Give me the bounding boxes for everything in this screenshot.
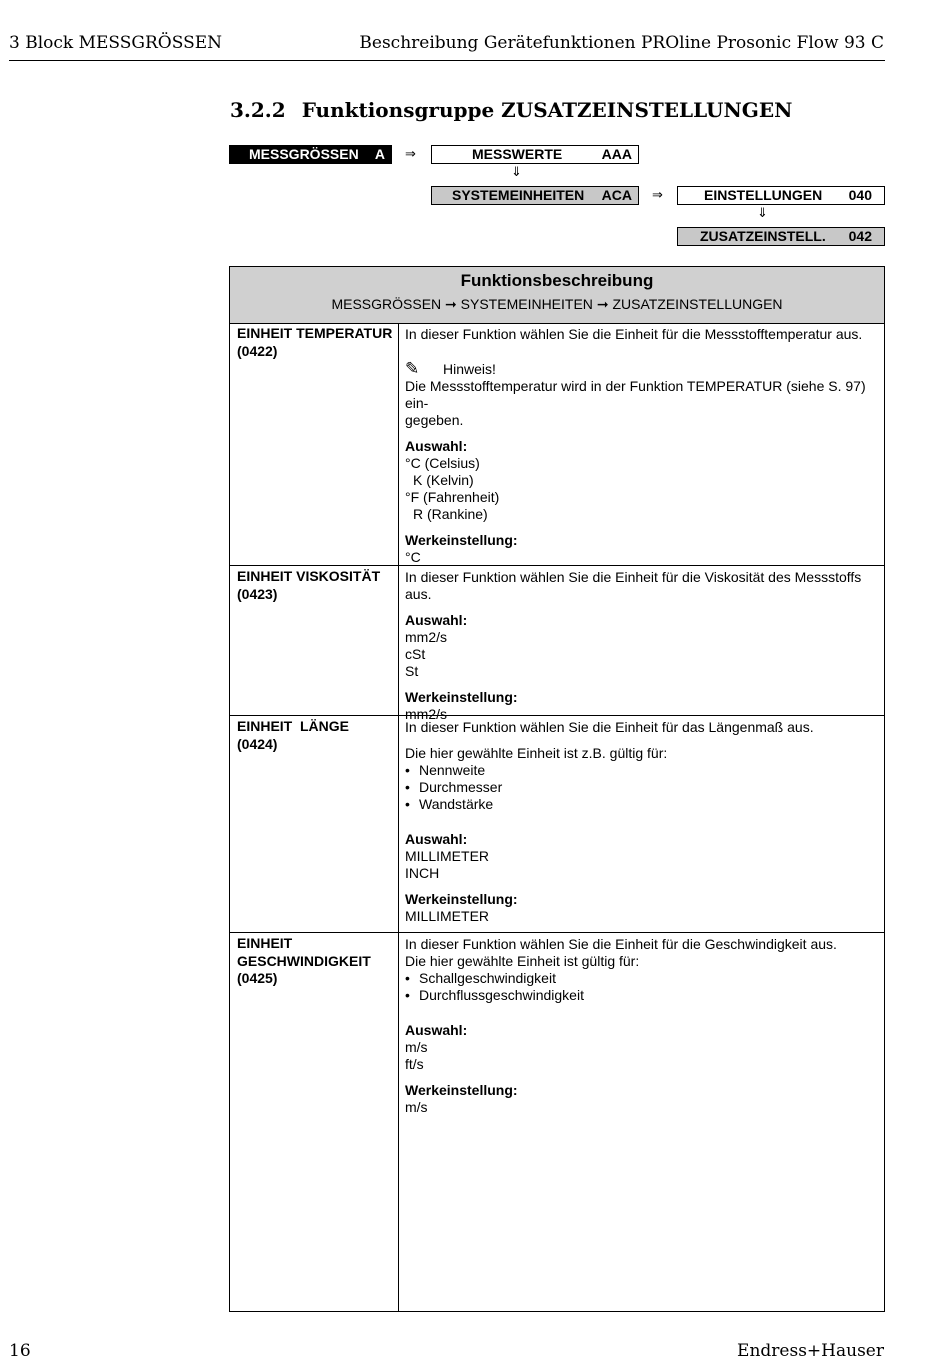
bullet-item: • Durchflussgeschwindigkeit xyxy=(405,987,880,1004)
option-item: °F (Fahrenheit) xyxy=(405,489,500,505)
nav-box-label: ZUSATZEINSTELL. xyxy=(700,228,826,244)
option-item: mm2/s xyxy=(405,629,447,645)
option-item: cSt xyxy=(405,646,426,662)
note-text: Die Messstofftemperatur wird in der Funktion TEMPERATUR (siehe S. 97) ein- xyxy=(405,378,866,411)
nav-box-label: EINSTELLUNGEN xyxy=(704,187,823,203)
nav-box-code: 040 xyxy=(848,187,872,203)
auswahl-label: Auswahl: xyxy=(405,612,468,628)
description-intro-2: Die hier gewählte Einheit ist gültig für: xyxy=(405,953,640,969)
note-line xyxy=(405,361,880,378)
table-header xyxy=(230,267,884,324)
description-intro: In dieser Funktion wählen Sie die Einheit für die Messstofftemperatur aus. xyxy=(405,326,863,342)
auswahl-label: Auswahl: xyxy=(405,438,468,454)
nav-box-messwerte xyxy=(431,145,639,164)
section-number: 3.2.2 xyxy=(230,98,286,122)
option-item: MILLIMETER xyxy=(405,848,490,864)
option-item: °C (Celsius) xyxy=(405,455,480,471)
werkeinstellung-value: °C xyxy=(405,549,421,565)
werkeinstellung-value: MILLIMETER xyxy=(405,908,490,924)
table-path xyxy=(230,296,884,313)
nav-box-label: SYSTEMEINHEITEN xyxy=(452,187,585,203)
path-arrow-icon: ➞ xyxy=(596,296,609,312)
path-item: SYSTEMEINHEITEN xyxy=(460,296,593,312)
nav-box-messgroessen xyxy=(229,145,392,164)
function-code: (0422) xyxy=(237,342,278,359)
werkeinstellung-label: Werkeinstellung: xyxy=(405,689,518,705)
bullet-item: • Durchmesser xyxy=(405,779,880,796)
description-intro-2: Die hier gewählte Einheit ist z.B. gültig für: xyxy=(405,745,668,761)
path-item: ZUSATZEINSTELLUNGEN xyxy=(612,296,783,312)
nav-box-einstellungen xyxy=(677,186,885,205)
werkeinstellung-value: mm2/s xyxy=(405,706,447,722)
running-header-left: 3 Block MESSGRÖSSEN xyxy=(9,33,223,53)
function-name: EINHEIT TEMPERATUR xyxy=(237,325,393,341)
path-item: MESSGRÖSSEN xyxy=(331,296,442,312)
function-name-cell xyxy=(237,568,395,603)
werkeinstellung-label: Werkeinstellung: xyxy=(405,1082,518,1098)
bullet-item: • Wandstärke xyxy=(405,796,880,813)
header-rule xyxy=(9,60,885,61)
function-description-cell xyxy=(405,569,880,723)
section-title xyxy=(230,98,792,122)
function-description-cell xyxy=(405,936,880,1116)
function-name: EINHEIT xyxy=(237,935,293,951)
function-code: (0424) xyxy=(237,735,278,752)
auswahl-label: Auswahl: xyxy=(405,831,468,847)
function-table xyxy=(229,266,885,1312)
arrow-down-icon: ⇓ xyxy=(511,165,522,180)
option-item: St xyxy=(405,663,419,679)
nav-box-label: MESSWERTE xyxy=(472,146,563,162)
function-name: EINHEIT VISKOSITÄT xyxy=(237,568,381,584)
function-name-cell xyxy=(237,325,395,360)
nav-box-code: 042 xyxy=(848,228,872,244)
werkeinstellung-label: Werkeinstellung: xyxy=(405,532,518,548)
option-item: K (Kelvin) xyxy=(413,472,474,488)
option-item: ft/s xyxy=(405,1056,424,1072)
function-name: EINHEIT LÄNGE xyxy=(237,718,350,734)
nav-box-code: A xyxy=(374,146,385,162)
brand-name: Endress+Hauser xyxy=(737,1341,884,1361)
function-code: (0425) xyxy=(237,970,278,986)
nav-box-zusatzeinstell xyxy=(677,227,885,246)
table-title: Funktionsbeschreibung xyxy=(460,271,654,290)
option-item: R (Rankine) xyxy=(413,506,488,522)
note-label: Hinweis! xyxy=(443,361,496,377)
auswahl-label: Auswahl: xyxy=(405,1022,468,1038)
running-header-right: Beschreibung Gerätefunktionen PROline Prosonic Flow 93 C xyxy=(359,33,884,53)
description-intro: In dieser Funktion wählen Sie die Einheit für die Viskosität des Messstoffs aus. xyxy=(405,569,862,602)
nav-box-systemeinheiten xyxy=(431,186,639,205)
function-description-cell xyxy=(405,326,880,566)
nav-box-code: ACA xyxy=(601,187,632,203)
description-intro: In dieser Funktion wählen Sie die Einheit für das Längenmaß aus. xyxy=(405,719,814,735)
bullet-item: • Nennweite xyxy=(405,762,880,779)
function-name-cell xyxy=(237,718,395,753)
arrow-right-icon: ⇒ xyxy=(652,188,663,203)
werkeinstellung-value: m/s xyxy=(405,1099,428,1115)
page-number: 16 xyxy=(9,1341,31,1361)
werkeinstellung-label: Werkeinstellung: xyxy=(405,891,518,907)
bullet-item: • Schallgeschwindigkeit xyxy=(405,970,880,987)
column-divider xyxy=(398,323,399,1311)
option-item: m/s xyxy=(405,1039,428,1055)
option-item: INCH xyxy=(405,865,440,881)
row-divider xyxy=(230,932,884,933)
function-name-cell xyxy=(237,935,395,988)
function-code: (0423) xyxy=(237,585,278,602)
description-intro: In dieser Funktion wählen Sie die Einheit für die Geschwindigkeit aus. xyxy=(405,936,837,952)
path-arrow-icon: ➞ xyxy=(445,296,457,312)
note-text: gegeben. xyxy=(405,412,464,428)
function-description-cell xyxy=(405,719,880,925)
arrow-right-icon: ⇒ xyxy=(405,147,416,162)
nav-box-code: AAA xyxy=(601,146,632,162)
pencil-icon: ✎ xyxy=(405,359,420,379)
section-title-text: Funktionsgruppe ZUSATZEINSTELLUNGEN xyxy=(301,98,793,122)
arrow-down-icon: ⇓ xyxy=(757,206,768,221)
function-name: GESCHWINDIGKEIT xyxy=(237,952,371,969)
nav-box-label: MESSGRÖSSEN xyxy=(249,146,359,162)
